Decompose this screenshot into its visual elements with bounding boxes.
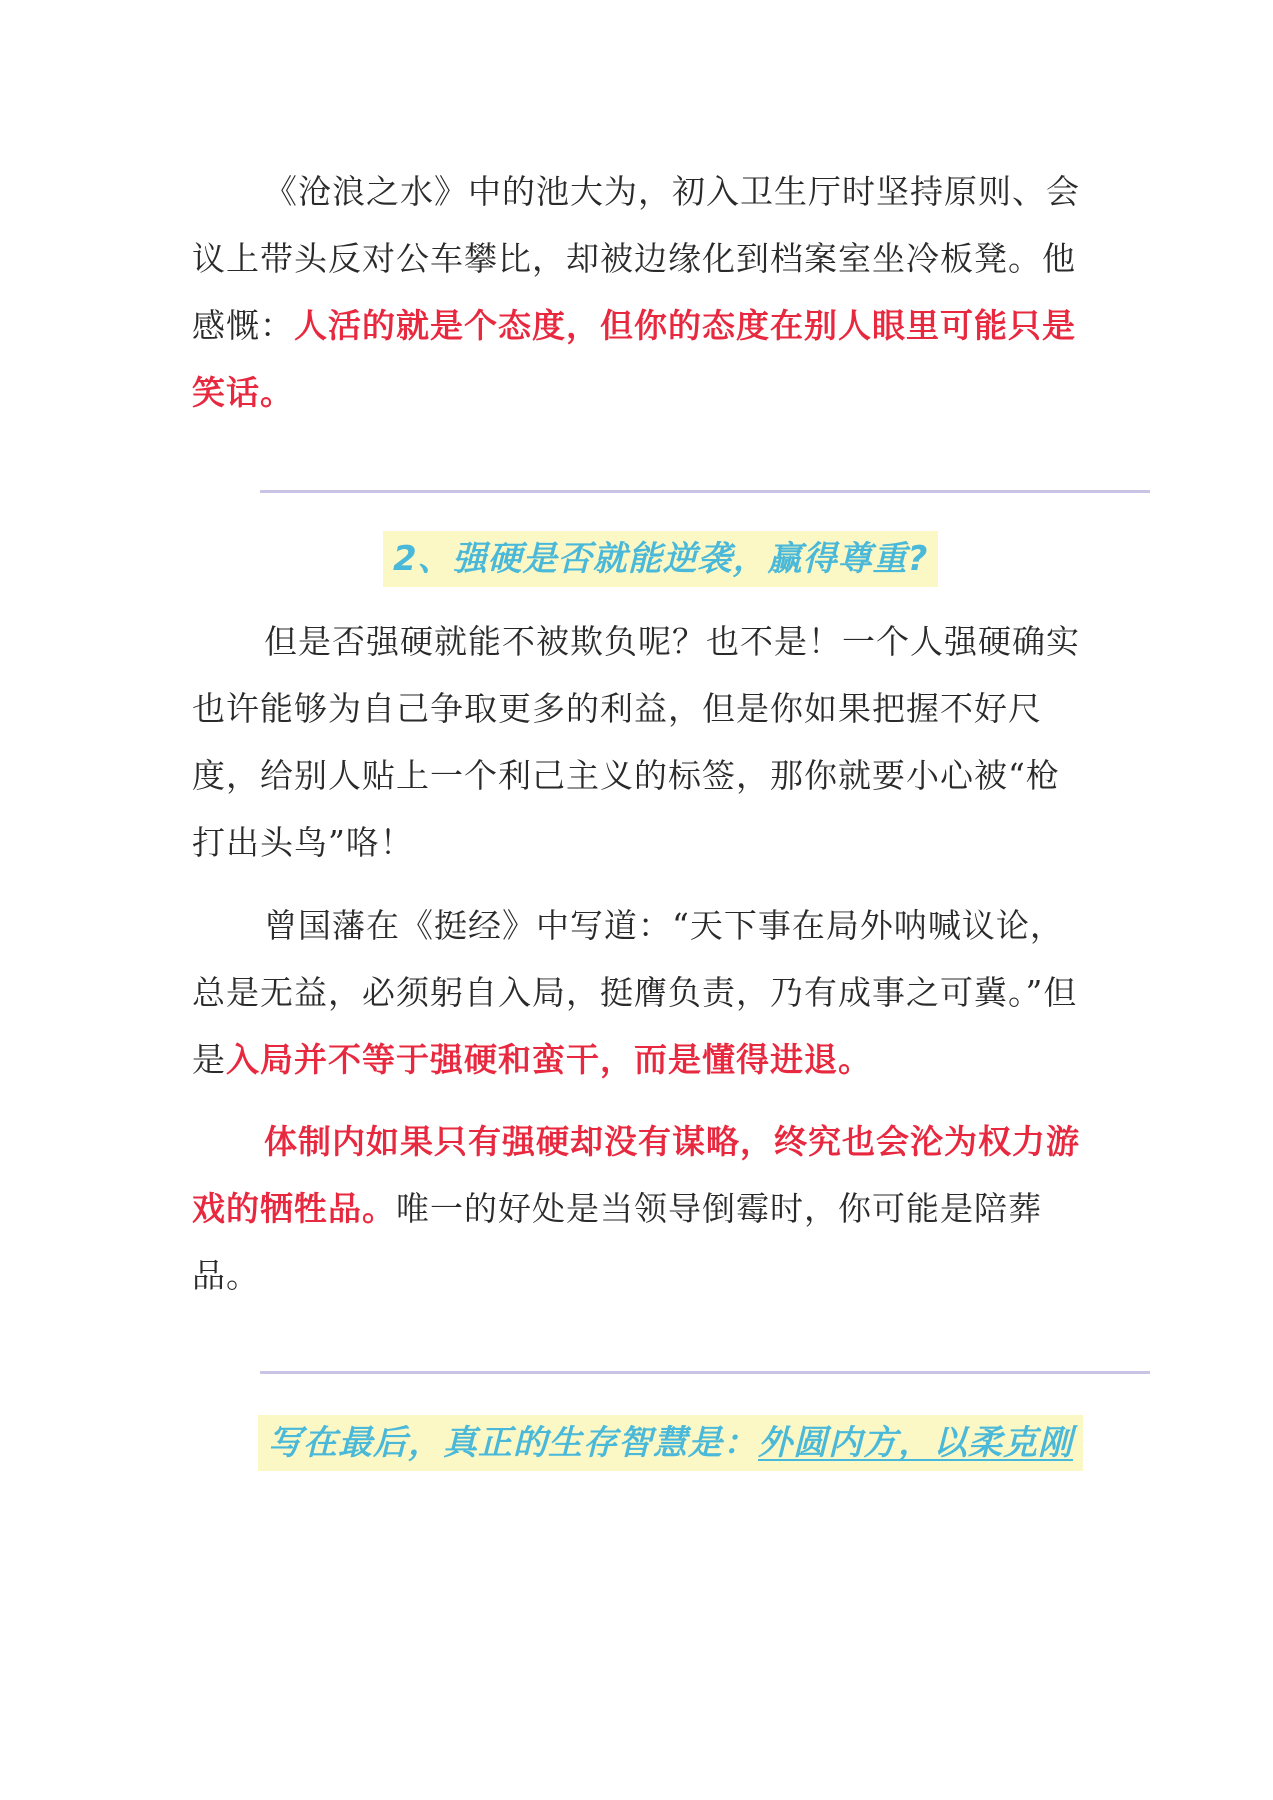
highlighted-quote: 体制内如果只有强硬却没有谋略，终究也会沦为权力游戏的牺牲品。 [192,1122,1080,1228]
highlighted-quote: 人活的就是个态度，但你的态度在别人眼里可能只是笑话。 [192,306,1076,412]
paragraph-toughness [192,608,1092,876]
heading-underlined-text: 外圆内方，以柔克刚 [758,1423,1073,1463]
section-divider-1 [260,490,1150,493]
section-heading-3 [258,1415,1083,1471]
section-heading-2 [383,531,938,587]
paragraph-chi-dawei [192,158,1092,426]
paragraph-system [192,1108,1092,1309]
paragraph-text: 但是否强硬就能不被欺负呢？也不是！一个人强硬确实也许能够为自己争取更多的利益，但是你如果把握不好尺度，给别人贴上一个利己主义的标签，那你就要小心被“枪打出头鸟”咯！ [192,622,1080,862]
paragraph-zeng-guofan [192,892,1092,1093]
paragraph-text: 曾国藩在《挺经》中写道：“天下事在局外呐喊议论，总是无益，必须躬自入局，挺膺负责，乃有成事之可冀。”但是 [192,906,1078,1079]
paragraph-text: 《沧浪之水》中的池大为，初入卫生厅时坚持原则、会议上带头反对公车攀比，却被边缘化到档案室坐冷板凳。他感慨： [192,172,1080,345]
heading-text: 2、强硬是否就能逆袭，赢得尊重? [393,539,929,579]
section-divider-2 [260,1371,1150,1374]
highlighted-quote: 入局并不等于强硬和蛮干，而是懂得进退。 [226,1040,872,1079]
paragraph-text: 唯一的好处是当领导倒霉时，你可能是陪葬品。 [192,1189,1042,1295]
heading-text: 写在最后，真正的生存智慧是： [268,1423,758,1463]
